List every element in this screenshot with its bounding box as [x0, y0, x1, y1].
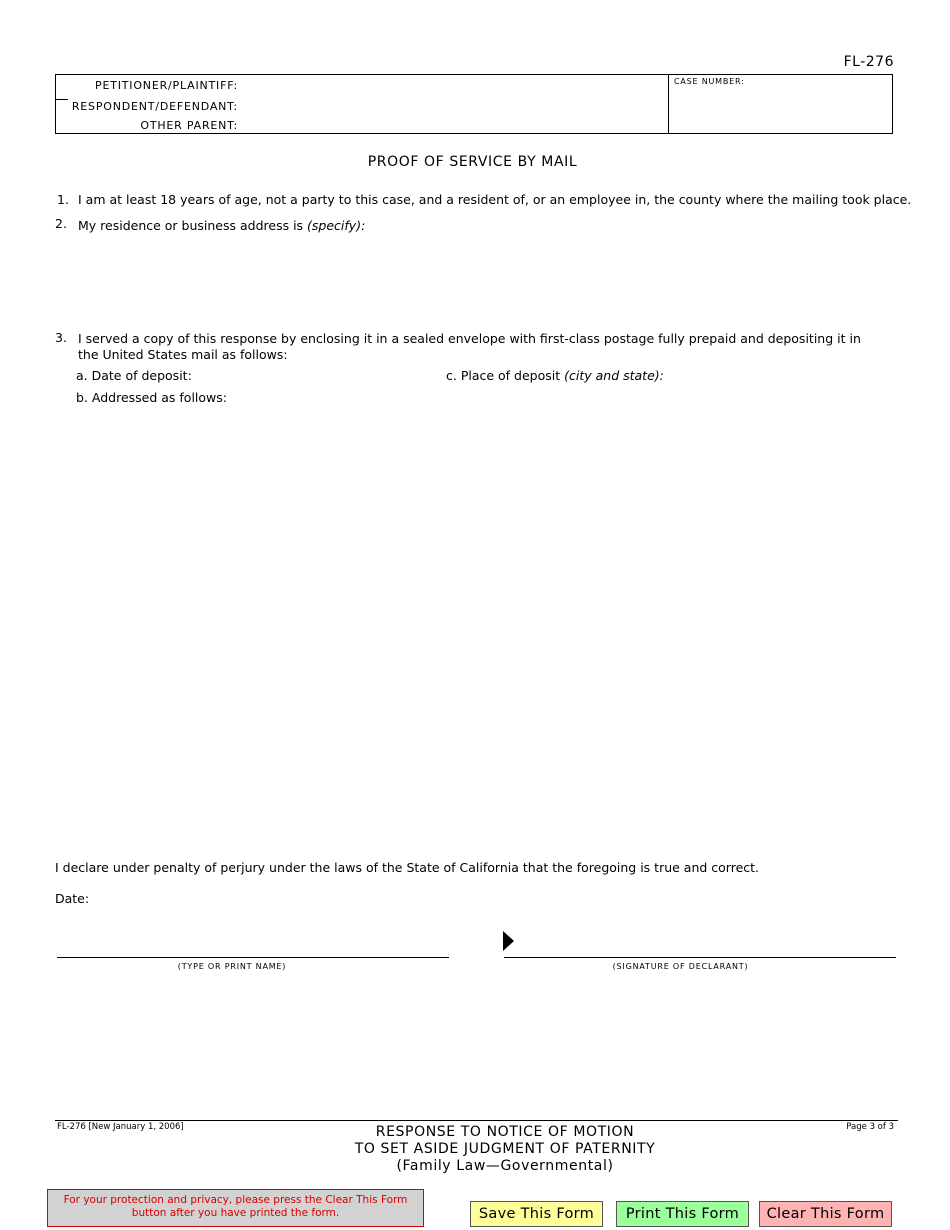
print-name-field[interactable]	[57, 930, 449, 956]
item-2-specify: (specify):	[307, 218, 366, 233]
party-names-field[interactable]	[56, 75, 669, 133]
case-number-label: CASE NUMBER:	[674, 77, 745, 86]
item-3-line2: the United States mail as follows:	[78, 347, 288, 362]
item-2-number: 2.	[55, 216, 67, 231]
item-2-label: My residence or business address is	[78, 218, 308, 233]
item-3-line1: I served a copy of this response by enclosing it in a sealed envelope with first-class postage fully prepaid and depositing it in	[78, 331, 861, 346]
footer-form-code: FL-276 [New January 1, 2006]	[57, 1122, 184, 1132]
place-of-deposit-field[interactable]	[666, 366, 892, 384]
privacy-notice	[47, 1189, 424, 1227]
date-label: Date:	[55, 891, 90, 906]
form-number: FL-276	[843, 54, 894, 70]
date-field[interactable]	[95, 888, 295, 906]
item-2-text	[78, 218, 365, 233]
signature-arrow-icon	[503, 931, 514, 951]
footer-title	[0, 1124, 950, 1175]
print-name-label: (TYPE OR PRINT NAME)	[177, 962, 287, 971]
case-caption-box	[55, 74, 893, 134]
item-1-number: 1.	[57, 192, 69, 207]
address-field[interactable]	[78, 236, 893, 316]
privacy-notice-line1: For your protection and privacy, please press the Clear This Form	[63, 1194, 408, 1206]
declaration-text: I declare under penalty of perjury under the laws of the State of California that the foregoing is true and correct.	[55, 860, 760, 875]
footer-title-line3: (Family Law—Governmental)	[396, 1158, 614, 1174]
item-3a-date-label: a. Date of deposit:	[76, 368, 192, 383]
footer-rule	[55, 1120, 898, 1121]
item-3c-specify: (city and state):	[564, 368, 664, 383]
footer-page-number: Page 3 of 3	[846, 1122, 894, 1132]
item-3-number: 3.	[55, 330, 67, 345]
print-form-button[interactable]: Print This Form	[616, 1201, 749, 1227]
name-line	[57, 957, 449, 958]
addressed-as-follows-field[interactable]	[78, 410, 893, 840]
footer-title-line2: TO SET ASIDE JUDGMENT OF PATERNITY	[354, 1141, 656, 1157]
other-parent-label: OTHER PARENT:	[140, 119, 238, 132]
petitioner-label: PETITIONER/PLAINTIFF:	[95, 79, 238, 92]
clear-form-button[interactable]: Clear This Form	[759, 1201, 892, 1227]
signature-label: (SIGNATURE OF DECLARANT)	[612, 962, 749, 971]
section-title: PROOF OF SERVICE BY MAIL	[367, 154, 578, 170]
signature-line	[504, 957, 896, 958]
privacy-notice-line2: button after you have printed the form.	[131, 1207, 340, 1219]
item-3b-address-label: b. Addressed as follows:	[76, 390, 227, 405]
item-3c-prefix: c. Place of deposit	[446, 368, 565, 383]
item-3c-place-label	[446, 368, 664, 383]
item-1-text: I am at least 18 years of age, not a party to this case, and a resident of, or an employee in, the county where the mailing took place.	[78, 192, 912, 207]
respondent-label: RESPONDENT/DEFENDANT:	[71, 100, 238, 113]
footer-title-line1: RESPONSE TO NOTICE OF MOTION	[375, 1124, 635, 1140]
caption-tick	[56, 99, 68, 100]
save-form-button[interactable]: Save This Form	[470, 1201, 603, 1227]
date-of-deposit-field[interactable]	[195, 366, 435, 384]
